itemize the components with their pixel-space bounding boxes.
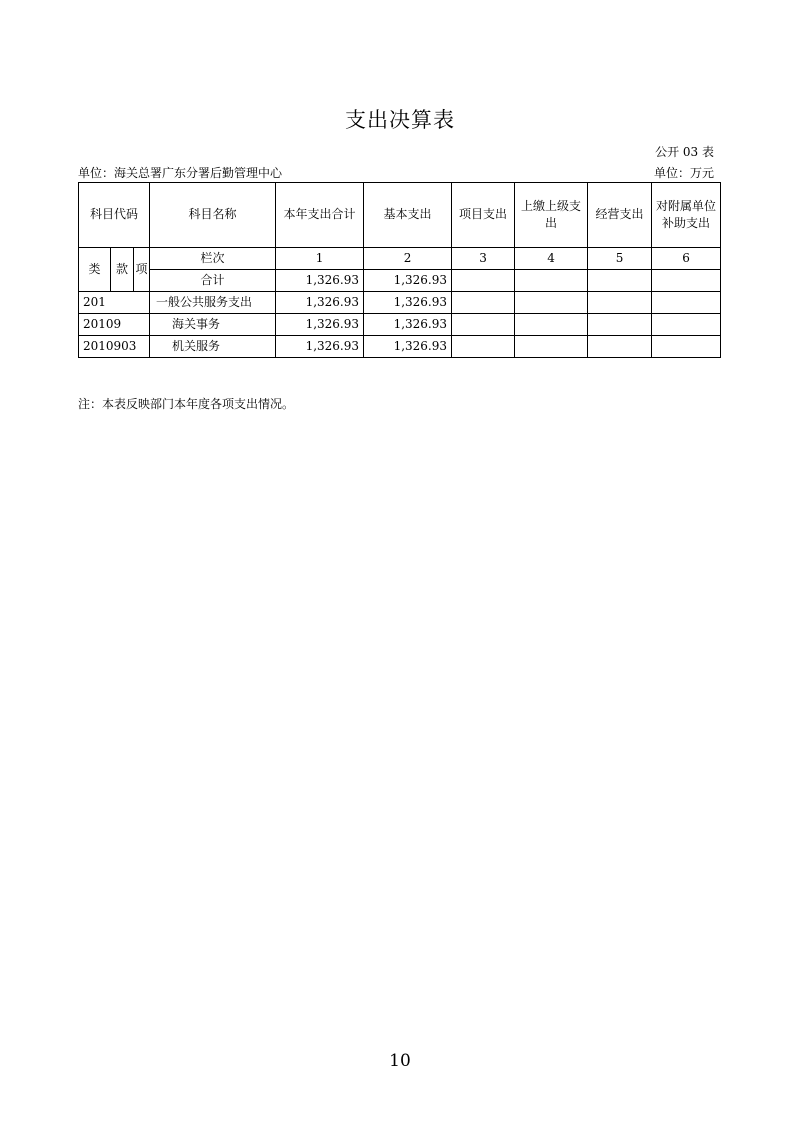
row-name: 海关事务 [150, 314, 276, 336]
column-number-row [79, 248, 721, 270]
header-business: 经营支出 [588, 183, 652, 248]
total-amount: 1,326.93 [276, 270, 364, 292]
row-business [588, 336, 652, 358]
row-total: 1,326.93 [276, 292, 364, 314]
row-code: 2010903 [79, 336, 150, 358]
row-subsidy [652, 314, 721, 336]
row-code: 201 [79, 292, 150, 314]
table-row [79, 336, 721, 358]
total-project [452, 270, 515, 292]
row-code: 20109 [79, 314, 150, 336]
header-basic: 基本支出 [364, 183, 452, 248]
sub-header-kuan: 款 [111, 248, 134, 292]
row-business [588, 292, 652, 314]
row-subsidy [652, 292, 721, 314]
row-subsidy [652, 336, 721, 358]
column-num-3: 3 [452, 248, 515, 270]
sub-header-xiang: 项 [134, 248, 150, 292]
row-basic: 1,326.93 [364, 292, 452, 314]
row-total: 1,326.93 [276, 336, 364, 358]
total-label: 合计 [150, 270, 276, 292]
row-business [588, 314, 652, 336]
header-row [79, 183, 721, 248]
header-upper: 上缴上级支出 [515, 183, 588, 248]
organization-unit: 单位：海关总署广东分署后勤管理中心 [78, 166, 283, 180]
total-basic: 1,326.93 [364, 270, 452, 292]
row-upper [515, 336, 588, 358]
header-total: 本年支出合计 [276, 183, 364, 248]
row-project [452, 292, 515, 314]
page-number: 10 [389, 1051, 411, 1071]
row-total: 1,326.93 [276, 314, 364, 336]
sub-header-lei: 类 [79, 248, 111, 292]
total-business [588, 270, 652, 292]
header-subsidy: 对附属单位补助支出 [652, 183, 721, 248]
currency-unit: 单位：万元 [653, 166, 714, 180]
column-num-2: 2 [364, 248, 452, 270]
column-num-4: 4 [515, 248, 588, 270]
row-basic: 1,326.93 [364, 314, 452, 336]
row-basic: 1,326.93 [364, 336, 452, 358]
row-upper [515, 314, 588, 336]
header-name: 科目名称 [150, 183, 276, 248]
table-note: 注：本表反映部门本年度各项支出情况。 [78, 397, 295, 411]
header-project: 项目支出 [452, 183, 515, 248]
expenditure-table [78, 182, 721, 358]
column-num-5: 5 [588, 248, 652, 270]
column-label: 栏次 [150, 248, 276, 270]
table-row [79, 314, 721, 336]
table-row [79, 292, 721, 314]
row-name: 机关服务 [150, 336, 276, 358]
column-num-6: 6 [652, 248, 721, 270]
page-title: 支出决算表 [345, 108, 455, 132]
row-name: 一般公共服务支出 [150, 292, 276, 314]
header-code: 科目代码 [79, 183, 150, 248]
row-project [452, 336, 515, 358]
row-upper [515, 292, 588, 314]
column-num-1: 1 [276, 248, 364, 270]
form-number: 公开 03 表 [655, 145, 714, 159]
total-row [79, 270, 721, 292]
total-upper [515, 270, 588, 292]
total-subsidy [652, 270, 721, 292]
row-project [452, 314, 515, 336]
